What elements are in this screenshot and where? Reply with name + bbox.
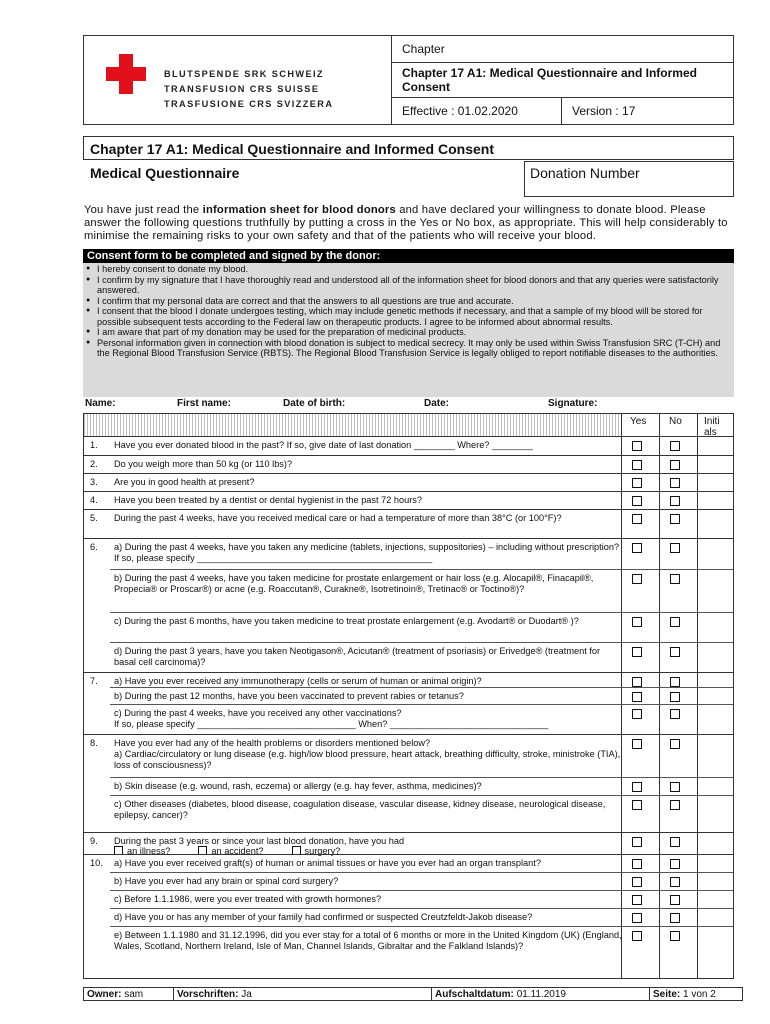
yes-checkbox[interactable] xyxy=(632,800,642,810)
question-text: c) During the past 4 weeks, have you received any other vaccinations? If so, please specify _______________________________ When? _______________________________ xyxy=(114,708,549,729)
no-checkbox[interactable] xyxy=(670,739,680,749)
no-checkbox[interactable] xyxy=(670,677,680,687)
question-text: c) During the past 6 months, have you taken medicine to treat prostate enlargement (e.g. Avodart® or Duodart® )? xyxy=(114,616,579,626)
page-title: Chapter 17 A1: Medical Questionnaire and Informed Consent xyxy=(83,136,734,160)
question-text: Have you ever had any of the health problems or disorders mentioned below? a) Cardiac/circulatory or lung disease (e.g. high/low blood pressure, heart attack, breathing difficulty, stroke, ministroke (TIA), loss of consciousness)? xyxy=(114,738,621,770)
question-text: During the past 4 weeks, have you received medical care or had a temperature of more than 38°C (or 100°F)? xyxy=(114,513,562,523)
signature-label: Signature: xyxy=(548,398,598,409)
no-checkbox[interactable] xyxy=(670,782,680,792)
yes-checkbox[interactable] xyxy=(632,913,642,923)
no-checkbox[interactable] xyxy=(670,837,680,847)
effective-date: Effective : 01.02.2020 xyxy=(392,98,562,124)
question-number: 8. xyxy=(90,738,98,748)
consent-item: ● I confirm by my signature that I have thoroughly read and understood all of the information sheet for blood donors and that any queries were satisfactorily answered. xyxy=(83,275,728,296)
no-checkbox[interactable] xyxy=(670,543,680,553)
yes-checkbox[interactable] xyxy=(632,739,642,749)
yes-checkbox[interactable] xyxy=(632,617,642,627)
question-text: During the past 3 years or since your last blood donation, have you had xyxy=(114,836,405,846)
questions-table xyxy=(83,413,734,979)
consent-list xyxy=(83,263,734,397)
question-text: d) Have you or has any member of your family had confirmed or suspected Creutzfeldt-Jakob disease? xyxy=(114,912,533,922)
question-text: a) During the past 4 weeks, have you taken any medicine (tablets, injections, suppositories) – including without prescription? If so, please specify ______________________________________________ xyxy=(114,542,620,563)
initials-cell[interactable] xyxy=(698,473,734,491)
no-checkbox[interactable] xyxy=(670,647,680,657)
question-number: 9. xyxy=(90,836,98,846)
question-text: d) During the past 3 years, have you taken Neotigason®, Acicutan® (treatment of psoriasis) or Erivedge® (treatment for basal cell carcinoma)? xyxy=(114,646,601,667)
question-number: 1. xyxy=(90,440,98,450)
question-number: 6. xyxy=(90,542,98,552)
no-checkbox[interactable] xyxy=(670,514,680,524)
yes-checkbox[interactable] xyxy=(632,709,642,719)
name-label: Name: xyxy=(85,398,116,409)
yes-column-header: Yes xyxy=(630,416,647,427)
question-text: b) During the past 4 weeks, have you taken medicine for prostate enlargement or hair loss (e.g. Alocapil®, Finacapil®, Propecia® or Proscar®) or acne (e.g. Roaccutan®, Curakne®, Isotretinoin®, Tretinac® or Toctino®)? xyxy=(114,573,594,594)
footer-page: Seite: 1 von 2 xyxy=(653,989,716,1000)
initials-cell[interactable] xyxy=(698,854,734,872)
consent-heading: Consent form to be completed and signed by the donor: xyxy=(83,249,734,263)
consent-item: ● I hereby consent to donate my blood. xyxy=(83,264,728,275)
no-checkbox[interactable] xyxy=(670,709,680,719)
initials-cell[interactable] xyxy=(698,777,734,795)
yes-checkbox[interactable] xyxy=(632,647,642,657)
date-label: Date: xyxy=(424,398,450,409)
sub-options xyxy=(114,846,624,857)
initials-cell[interactable] xyxy=(698,795,734,832)
sub-option-label: an illness? xyxy=(127,846,171,856)
question-number: 4. xyxy=(90,495,98,505)
sub-option-label: surgery? xyxy=(304,846,341,856)
initials-cell[interactable] xyxy=(698,569,734,612)
initials-cell[interactable] xyxy=(698,672,734,687)
initials-cell[interactable] xyxy=(698,872,734,890)
donation-number-label: Donation Number xyxy=(530,165,640,181)
footer-date: Aufschaltdatum: 01.11.2019 xyxy=(432,988,650,1000)
yes-checkbox[interactable] xyxy=(632,877,642,887)
question-number: 2. xyxy=(90,459,98,469)
consent-item: ● I am aware that part of my donation may be used for the preparation of medicinal products. xyxy=(83,327,728,338)
question-text: c) Before 1.1.1986, were you ever treated with growth hormones? xyxy=(114,894,382,904)
donation-number-field[interactable] xyxy=(524,161,734,197)
yes-checkbox[interactable] xyxy=(632,496,642,506)
consent-item: ● I confirm that my personal data are correct and that the answers to all questions are true and accurate. xyxy=(83,296,728,307)
no-checkbox[interactable] xyxy=(670,478,680,488)
question-text: a) Have you ever received any immunotherapy (cells or serum of human or animal origin)? xyxy=(114,676,482,686)
question-text: c) Other diseases (diabetes, blood disease, coagulation disease, vascular disease, kidney disease, neurological disease, epilepsy, cancer)? xyxy=(114,799,606,820)
initials-cell[interactable] xyxy=(698,612,734,642)
no-checkbox[interactable] xyxy=(670,460,680,470)
initials-cell[interactable] xyxy=(698,926,734,976)
yes-checkbox[interactable] xyxy=(632,478,642,488)
section-title: Medical Questionnaire xyxy=(90,165,240,181)
yes-checkbox[interactable] xyxy=(632,574,642,584)
first-name-label: First name: xyxy=(177,398,231,409)
no-checkbox[interactable] xyxy=(670,913,680,923)
document-footer xyxy=(83,987,743,1001)
yes-checkbox[interactable] xyxy=(632,460,642,470)
organisation-name: BLUTSPENDE SRK SCHWEIZ TRANSFUSION CRS SUISSE TRASFUSIONE CRS SVIZZERA xyxy=(164,69,334,109)
chapter-label: Chapter xyxy=(392,36,733,63)
signature-row xyxy=(83,398,734,411)
initials-cell[interactable] xyxy=(698,734,734,777)
consent-item: ● I consent that the blood I donate undergoes testing, which may include genetic methods if necessary, and that a sample of my blood will be stored for possible subsequent tests according to the Federal law on therapeutic products. I agree to be informed about abnormal results. xyxy=(83,306,728,327)
initials-cell[interactable] xyxy=(698,890,734,908)
question-number: 10. xyxy=(90,858,103,868)
question-text: e) Between 1.1.1980 and 31.12.1996, did you ever stay for a total of 6 months or more in the United Kingdom (UK) (England, Wales, Scotland, Northern Ireland, Isle of Man, Channel Islands, Gibraltar and the Falkland Islands)? xyxy=(114,930,622,951)
chapter-title: Chapter 17 A1: Medical Questionnaire and Informed Consent xyxy=(392,63,733,98)
yes-checkbox[interactable] xyxy=(632,837,642,847)
consent-item: ● Personal information given in connection with blood donation is subject to medical secrecy. It may only be used within Swiss Transfusion SRC (T-CH) and the Regional Blood Transfusion Service (RBTS). The Regional Blood Transfusion Service is legally obliged to report notifiable diseases to the authorities. xyxy=(83,338,728,359)
sub-option-label: an accident? xyxy=(211,846,264,856)
initials-cell[interactable] xyxy=(698,509,734,538)
initials-cell[interactable] xyxy=(698,642,734,672)
header-shading xyxy=(84,414,621,436)
intro-paragraph: You have just read the information sheet for blood donors and have declared your willingness to donate blood. Please answer the following questions truthfully by putting a cross in the Yes or No box, as appropriate. This will help considerably to minimise the remaining risks to your own safety and that of the patients who will receive your blood. xyxy=(84,204,728,242)
question-text: Are you in good health at present? xyxy=(114,477,255,487)
yes-checkbox[interactable] xyxy=(632,514,642,524)
yes-checkbox[interactable] xyxy=(632,895,642,905)
question-text: Have you been treated by a dentist or dental hygienist in the past 72 hours? xyxy=(114,495,422,505)
initials-cell[interactable] xyxy=(698,491,734,509)
initials-cell[interactable] xyxy=(698,908,734,926)
no-checkbox[interactable] xyxy=(670,617,680,627)
initials-cell[interactable] xyxy=(698,832,734,854)
document-header xyxy=(83,35,734,125)
initials-cell[interactable] xyxy=(698,704,734,734)
initials-cell[interactable] xyxy=(698,455,734,473)
question-text: Do you weigh more than 50 kg (or 110 lbs)? xyxy=(114,459,293,469)
question-text: a) Have you ever received graft(s) of human or animal tissues or have you ever had an organ transplant? xyxy=(114,858,541,868)
version: Version : 17 xyxy=(572,104,636,118)
question-text: b) Have you ever had any brain or spinal cord surgery? xyxy=(114,876,339,886)
yes-checkbox[interactable] xyxy=(632,692,642,702)
red-cross-logo-icon xyxy=(106,54,146,94)
footer-owner: Owner: sam xyxy=(84,988,174,1000)
initials-cell[interactable] xyxy=(698,687,734,704)
no-checkbox[interactable] xyxy=(670,859,680,869)
question-number: 3. xyxy=(90,477,98,487)
question-number: 7. xyxy=(90,676,98,686)
initials-cell[interactable] xyxy=(698,436,734,455)
logo-area xyxy=(84,36,392,124)
footer-rules: Vorschriften: Ja xyxy=(174,988,432,1000)
dob-label: Date of birth: xyxy=(283,398,346,409)
no-checkbox[interactable] xyxy=(670,574,680,584)
no-checkbox[interactable] xyxy=(670,496,680,506)
yes-checkbox[interactable] xyxy=(632,931,642,941)
no-checkbox[interactable] xyxy=(670,692,680,702)
no-checkbox[interactable] xyxy=(670,877,680,887)
no-checkbox[interactable] xyxy=(670,441,680,451)
initials-cell[interactable] xyxy=(698,538,734,569)
no-checkbox[interactable] xyxy=(670,895,680,905)
question-text: Have you ever donated blood in the past? If so, give date of last donation ________ Where? ________ xyxy=(114,440,533,450)
yes-checkbox[interactable] xyxy=(632,859,642,869)
no-checkbox[interactable] xyxy=(670,800,680,810)
yes-checkbox[interactable] xyxy=(632,677,642,687)
question-text: b) Skin disease (e.g. wound, rash, eczema) or allergy (e.g. hay fever, asthma, medicines)? xyxy=(114,781,482,791)
yes-checkbox[interactable] xyxy=(632,441,642,451)
yes-checkbox[interactable] xyxy=(632,543,642,553)
question-text: b) During the past 12 months, have you been vaccinated to prevent rabies or tetanus? xyxy=(114,691,464,701)
no-column-header: No xyxy=(669,416,682,427)
yes-checkbox[interactable] xyxy=(632,782,642,792)
no-checkbox[interactable] xyxy=(670,931,680,941)
question-number: 5. xyxy=(90,513,98,523)
initials-column-header: Initi als xyxy=(704,416,720,438)
